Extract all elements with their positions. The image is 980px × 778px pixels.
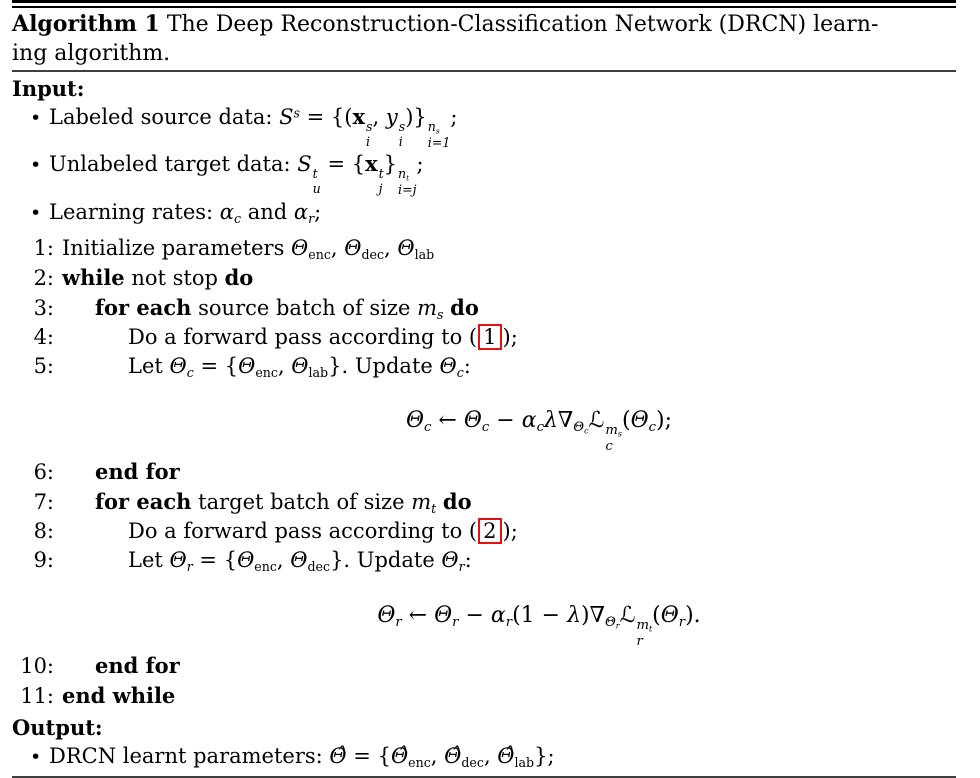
algorithm-body: [12, 234, 956, 711]
step-number: 9:: [33, 547, 54, 572]
input-list: [12, 102, 956, 228]
step-content: end for: [95, 458, 180, 484]
algorithm-step: [12, 517, 956, 546]
input-bullet-item: • Learning rates: αc and αr;: [12, 197, 956, 228]
top-rule: [12, 0, 956, 8]
algorithm-step: [12, 681, 956, 711]
algorithm-step: [12, 457, 956, 487]
bullet-icon: •: [30, 154, 42, 177]
caption-line: Algorithm 1 The Deep Reconstruction-Classification Network (DRCN) learn-: [12, 11, 879, 37]
algorithm-step: [12, 352, 956, 381]
step-content: Do a forward pass according to ( 1 );: [128, 324, 518, 349]
step-number: 6:: [33, 459, 54, 484]
step-content: for each source batch of size ms do: [95, 294, 479, 322]
step-number: 8:: [33, 518, 54, 543]
step-number: 5:: [33, 353, 54, 378]
bullet-icon: •: [30, 201, 42, 224]
step-content: Let Θr = {Θenc, Θdec}. Update Θr:: [128, 547, 472, 574]
step-number: 10:: [20, 653, 54, 678]
step-number: 7:: [33, 489, 54, 514]
step-number: 3:: [33, 295, 54, 320]
input-label: Input:: [12, 76, 85, 101]
bullet-icon: •: [30, 745, 42, 768]
algorithm-step: [12, 263, 956, 293]
output-bullet-item: • DRCN learnt parameters: Θ̂ = {Θ̂enc, Θ̂dec, Θ̂lab};: [12, 741, 956, 772]
display-equation: Θr ← Θr − αr(1 − λ)∇Θrℒ mt r (Θr).: [377, 602, 701, 650]
step-content: while not stop do: [62, 264, 254, 290]
algorithm-caption: [12, 8, 956, 70]
step-number: 11:: [20, 683, 54, 708]
algorithm-step: [12, 651, 956, 681]
caption-line: ing algorithm.: [12, 41, 171, 66]
bottom-rule: [12, 776, 956, 778]
equation-ref-1[interactable]: 1: [478, 324, 501, 350]
algorithm-step: [12, 293, 956, 323]
step-content: Initialize parameters Θenc, Θdec, Θlab: [62, 235, 435, 262]
caption-rule: [12, 70, 956, 72]
algorithm-step: [12, 323, 956, 352]
algorithm-step: [12, 234, 956, 263]
step-content: for each target batch of size mt do: [95, 488, 472, 516]
display-equation: Θc ← Θc − αcλ∇Θcℒ ms c (Θc);: [405, 407, 672, 455]
output-label: Output:: [12, 714, 103, 740]
equation-ref-2[interactable]: 2: [478, 518, 501, 544]
algorithm-box: [12, 0, 956, 778]
step-number: 2:: [33, 265, 54, 290]
step-number: 4:: [33, 324, 54, 349]
step-content: end while: [62, 682, 176, 708]
step-content: Let Θc = {Θenc, Θlab}. Update Θc:: [128, 353, 471, 380]
step-content: end for: [95, 652, 180, 678]
input-bullet-item: • Unlabeled target data: S t u = {x t j } nt i=j ;: [30, 151, 424, 198]
algorithm-step: [12, 546, 956, 575]
bullet-icon: •: [30, 107, 42, 129]
input-bullet-item: • Labeled source data: $S^s = \{(x$ s i , y s i )} ns i=1 ;: [30, 104, 458, 150]
output-list: [12, 741, 956, 772]
step-content: Do a forward pass according to ( 2 );: [128, 518, 518, 543]
algorithm-step: [12, 487, 956, 517]
step-number: 1:: [33, 235, 54, 260]
